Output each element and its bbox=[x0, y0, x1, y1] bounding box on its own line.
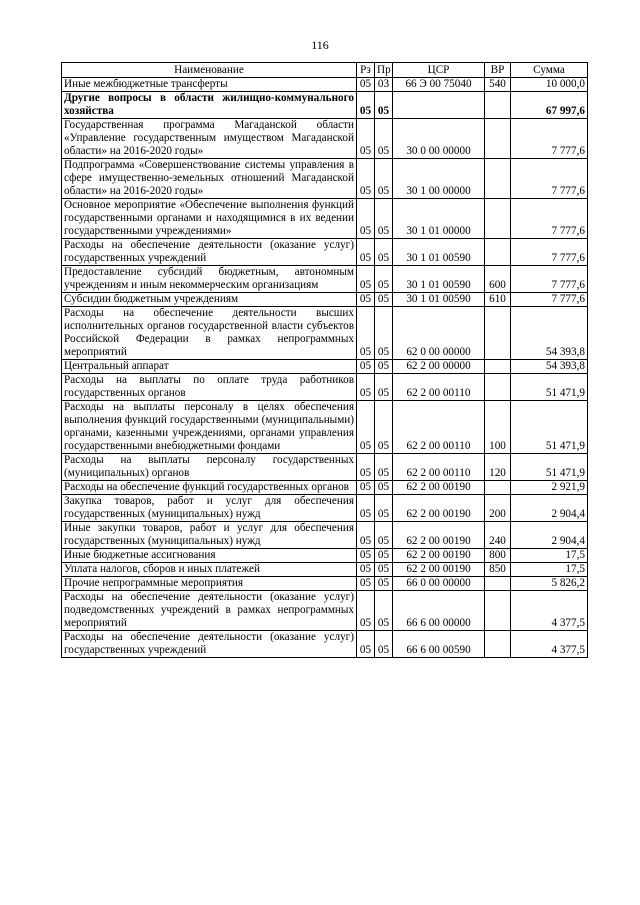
cell-pr: 05 bbox=[375, 401, 393, 454]
cell-name: Расходы на обеспечение деятельности (оказание услуг) государственных учреждений bbox=[62, 631, 357, 658]
cell-rz: 05 bbox=[357, 631, 375, 658]
cell-name: Иные межбюджетные трансферты bbox=[62, 78, 357, 92]
cell-pr: 03 bbox=[375, 78, 393, 92]
header-csr: ЦСР bbox=[393, 63, 485, 78]
cell-csr: 62 2 00 00110 bbox=[393, 401, 485, 454]
cell-pr: 05 bbox=[375, 522, 393, 549]
cell-pr: 05 bbox=[375, 374, 393, 401]
cell-sum: 51 471,9 bbox=[511, 454, 588, 481]
cell-vr bbox=[485, 374, 511, 401]
table-row bbox=[62, 266, 588, 293]
cell-rz: 05 bbox=[357, 360, 375, 374]
table-row bbox=[62, 293, 588, 307]
cell-pr: 05 bbox=[375, 239, 393, 266]
cell-name: Расходы на выплаты по оплате труда работников государственных органов bbox=[62, 374, 357, 401]
cell-vr: 850 bbox=[485, 563, 511, 577]
cell-sum: 51 471,9 bbox=[511, 374, 588, 401]
cell-csr: 30 1 01 00590 bbox=[393, 293, 485, 307]
cell-rz: 05 bbox=[357, 266, 375, 293]
cell-name: Подпрограмма «Совершенствование системы управления в сфере имущественно-земельных отношений Магаданской области» на 2016-2020 годы» bbox=[62, 159, 357, 199]
cell-csr: 66 Э 00 75040 bbox=[393, 78, 485, 92]
cell-pr: 05 bbox=[375, 307, 393, 360]
table-row bbox=[62, 374, 588, 401]
cell-vr: 100 bbox=[485, 401, 511, 454]
cell-sum: 7 777,6 bbox=[511, 119, 588, 159]
cell-name: Расходы на выплаты персоналу в целях обеспечения выполнения функций государственными (муниципальными) органами, казенными учреждениями, органами управления государственными внебюджетными фондами bbox=[62, 401, 357, 454]
cell-rz: 05 bbox=[357, 307, 375, 360]
cell-pr: 05 bbox=[375, 563, 393, 577]
header-vr: ВР bbox=[485, 63, 511, 78]
cell-pr: 05 bbox=[375, 454, 393, 481]
cell-pr: 05 bbox=[375, 549, 393, 563]
cell-name: Иные закупки товаров, работ и услуг для обеспечения государственных (муниципальных) нужд bbox=[62, 522, 357, 549]
cell-name: Расходы на обеспечение деятельности высших исполнительных органов государственной власти субъектов Российской Федерации в рамках непрограммных мероприятий bbox=[62, 307, 357, 360]
cell-csr: 66 6 00 00590 bbox=[393, 631, 485, 658]
cell-pr: 05 bbox=[375, 481, 393, 495]
page-number: 116 bbox=[311, 38, 329, 52]
cell-name: Основное мероприятие «Обеспечение выполнения функций государственными органами и находящимися в их ведении государственными учреждениями» bbox=[62, 199, 357, 239]
cell-vr: 610 bbox=[485, 293, 511, 307]
table-header bbox=[62, 63, 588, 78]
cell-sum: 54 393,8 bbox=[511, 360, 588, 374]
cell-pr: 05 bbox=[375, 266, 393, 293]
table-row bbox=[62, 159, 588, 199]
cell-csr: 30 1 01 00590 bbox=[393, 266, 485, 293]
cell-sum: 7 777,6 bbox=[511, 293, 588, 307]
cell-name: Субсидии бюджетным учреждениям bbox=[62, 293, 357, 307]
cell-csr: 62 2 00 00190 bbox=[393, 495, 485, 522]
cell-vr bbox=[485, 199, 511, 239]
cell-vr bbox=[485, 159, 511, 199]
cell-name: Расходы на обеспечение функций государственных органов bbox=[62, 481, 357, 495]
header-pr: Пр bbox=[375, 63, 393, 78]
cell-vr bbox=[485, 307, 511, 360]
table-row bbox=[62, 199, 588, 239]
cell-name: Предоставление субсидий бюджетным, автономным учреждениям и иным некоммерческим организациям bbox=[62, 266, 357, 293]
table-row bbox=[62, 307, 588, 360]
cell-pr: 05 bbox=[375, 199, 393, 239]
cell-pr: 05 bbox=[375, 119, 393, 159]
budget-table bbox=[61, 62, 588, 658]
cell-sum: 10 000,0 bbox=[511, 78, 588, 92]
cell-name: Иные бюджетные ассигнования bbox=[62, 549, 357, 563]
cell-rz: 05 bbox=[357, 199, 375, 239]
cell-sum: 2 904,4 bbox=[511, 495, 588, 522]
table-row bbox=[62, 239, 588, 266]
table-row bbox=[62, 522, 588, 549]
cell-csr: 62 2 00 00110 bbox=[393, 374, 485, 401]
table-row bbox=[62, 92, 588, 119]
cell-name: Государственная программа Магаданской области «Управление государственным имуществом Магаданской области» на 2016-2020 годы» bbox=[62, 119, 357, 159]
cell-csr: 62 2 00 00000 bbox=[393, 360, 485, 374]
cell-vr bbox=[485, 92, 511, 119]
table-row bbox=[62, 360, 588, 374]
table-row bbox=[62, 401, 588, 454]
table-body bbox=[62, 78, 588, 658]
cell-rz: 05 bbox=[357, 92, 375, 119]
cell-sum: 2 921,9 bbox=[511, 481, 588, 495]
cell-vr bbox=[485, 360, 511, 374]
header-sum: Сумма bbox=[511, 63, 588, 78]
cell-sum: 51 471,9 bbox=[511, 401, 588, 454]
cell-vr bbox=[485, 239, 511, 266]
cell-rz: 05 bbox=[357, 119, 375, 159]
cell-name: Закупка товаров, работ и услуг для обеспечения государственных (муниципальных) нужд bbox=[62, 495, 357, 522]
cell-rz: 05 bbox=[357, 481, 375, 495]
cell-rz: 05 bbox=[357, 401, 375, 454]
cell-rz: 05 bbox=[357, 522, 375, 549]
cell-pr: 05 bbox=[375, 631, 393, 658]
cell-csr: 30 0 00 00000 bbox=[393, 119, 485, 159]
cell-sum: 5 826,2 bbox=[511, 577, 588, 591]
cell-csr: 30 1 01 00000 bbox=[393, 199, 485, 239]
cell-rz: 05 bbox=[357, 293, 375, 307]
cell-rz: 05 bbox=[357, 577, 375, 591]
cell-name: Центральный аппарат bbox=[62, 360, 357, 374]
cell-name: Прочие непрограммные мероприятия bbox=[62, 577, 357, 591]
cell-name: Уплата налогов, сборов и иных платежей bbox=[62, 563, 357, 577]
cell-rz: 05 bbox=[357, 374, 375, 401]
cell-rz: 05 bbox=[357, 549, 375, 563]
cell-pr: 05 bbox=[375, 159, 393, 199]
table-row bbox=[62, 563, 588, 577]
cell-sum: 4 377,5 bbox=[511, 631, 588, 658]
table-row bbox=[62, 78, 588, 92]
cell-vr bbox=[485, 481, 511, 495]
cell-csr bbox=[393, 92, 485, 119]
cell-rz: 05 bbox=[357, 78, 375, 92]
cell-vr: 200 bbox=[485, 495, 511, 522]
cell-name: Расходы на обеспечение деятельности (оказание услуг) государственных учреждений bbox=[62, 239, 357, 266]
cell-csr: 62 2 00 00190 bbox=[393, 522, 485, 549]
table-row bbox=[62, 549, 588, 563]
cell-csr: 66 6 00 00000 bbox=[393, 591, 485, 631]
cell-sum: 7 777,6 bbox=[511, 159, 588, 199]
cell-vr bbox=[485, 631, 511, 658]
cell-sum: 7 777,6 bbox=[511, 239, 588, 266]
cell-sum: 4 377,5 bbox=[511, 591, 588, 631]
cell-sum: 17,5 bbox=[511, 563, 588, 577]
cell-pr: 05 bbox=[375, 591, 393, 631]
header-row bbox=[62, 63, 588, 78]
cell-vr bbox=[485, 577, 511, 591]
cell-vr: 120 bbox=[485, 454, 511, 481]
cell-csr: 30 1 01 00590 bbox=[393, 239, 485, 266]
cell-csr: 62 2 00 00110 bbox=[393, 454, 485, 481]
cell-pr: 05 bbox=[375, 360, 393, 374]
cell-csr: 62 2 00 00190 bbox=[393, 481, 485, 495]
cell-sum: 54 393,8 bbox=[511, 307, 588, 360]
cell-csr: 62 2 00 00190 bbox=[393, 549, 485, 563]
cell-rz: 05 bbox=[357, 239, 375, 266]
cell-vr: 600 bbox=[485, 266, 511, 293]
cell-vr: 240 bbox=[485, 522, 511, 549]
cell-name: Расходы на выплаты персоналу государственных (муниципальных) органов bbox=[62, 454, 357, 481]
cell-vr bbox=[485, 591, 511, 631]
cell-rz: 05 bbox=[357, 563, 375, 577]
cell-csr: 66 0 00 00000 bbox=[393, 577, 485, 591]
table-row bbox=[62, 454, 588, 481]
table-row bbox=[62, 481, 588, 495]
cell-rz: 05 bbox=[357, 159, 375, 199]
table-row bbox=[62, 631, 588, 658]
cell-name: Расходы на обеспечение деятельности (оказание услуг) подведомственных учреждений в рамках непрограммных мероприятий bbox=[62, 591, 357, 631]
table-row bbox=[62, 495, 588, 522]
cell-rz: 05 bbox=[357, 454, 375, 481]
cell-rz: 05 bbox=[357, 495, 375, 522]
cell-pr: 05 bbox=[375, 495, 393, 522]
cell-pr: 05 bbox=[375, 293, 393, 307]
cell-pr: 05 bbox=[375, 577, 393, 591]
cell-rz: 05 bbox=[357, 591, 375, 631]
header-name: Наименование bbox=[62, 63, 357, 78]
cell-sum: 17,5 bbox=[511, 549, 588, 563]
cell-name: Другие вопросы в области жилищно-коммунального хозяйства bbox=[62, 92, 357, 119]
cell-sum: 2 904,4 bbox=[511, 522, 588, 549]
cell-pr: 05 bbox=[375, 92, 393, 119]
cell-csr: 30 1 00 00000 bbox=[393, 159, 485, 199]
cell-vr: 800 bbox=[485, 549, 511, 563]
table-row bbox=[62, 119, 588, 159]
cell-sum: 7 777,6 bbox=[511, 199, 588, 239]
cell-csr: 62 0 00 00000 bbox=[393, 307, 485, 360]
cell-csr: 62 2 00 00190 bbox=[393, 563, 485, 577]
cell-sum: 67 997,6 bbox=[511, 92, 588, 119]
cell-sum: 7 777,6 bbox=[511, 266, 588, 293]
table-row bbox=[62, 591, 588, 631]
cell-vr: 540 bbox=[485, 78, 511, 92]
header-rz: Рз bbox=[357, 63, 375, 78]
table-row bbox=[62, 577, 588, 591]
cell-vr bbox=[485, 119, 511, 159]
